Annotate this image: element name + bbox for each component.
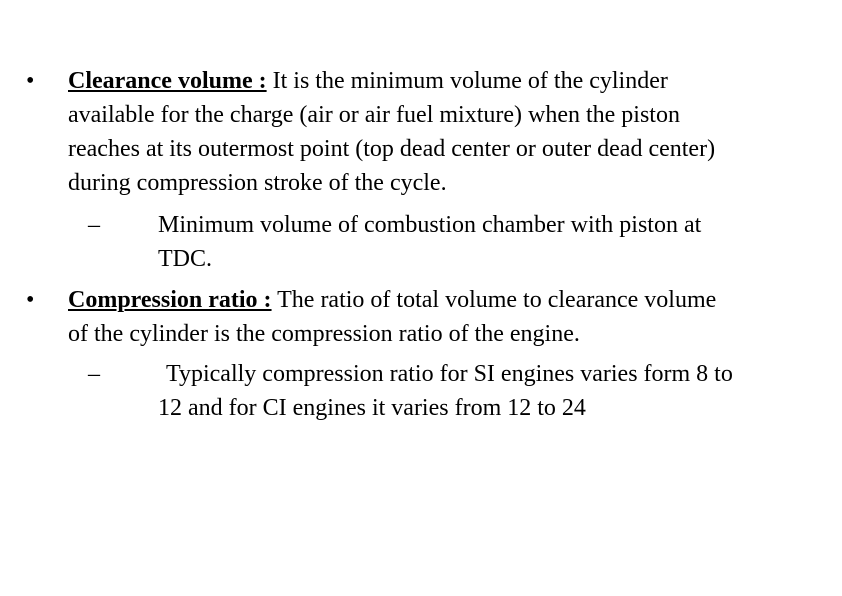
paragraph-line: of the cylinder is the compression ratio of the engine.	[68, 321, 580, 347]
term-clearance-volume: Clearance volume :	[68, 68, 267, 94]
term-compression-ratio: Compression ratio :	[68, 287, 272, 313]
subpoint-line: Typically compression ratio for SI engines varies form 8 to	[166, 361, 733, 387]
dash-icon: –	[88, 361, 100, 387]
subpoint-line: 12 and for CI engines it varies from 12 to 24	[158, 395, 586, 421]
clearance-volume-subpoint	[158, 208, 842, 276]
paragraph-line: available for the charge (air or air fuel mixture) when the piston	[68, 102, 680, 128]
bullet-icon: •	[26, 68, 35, 94]
subpoint-line: Minimum volume of combustion chamber with piston at	[158, 212, 702, 238]
paragraph-line: reaches at its outermost point (top dead center or outer dead center)	[68, 136, 716, 162]
bullet-icon: •	[26, 287, 35, 313]
paragraph-line: during compression stroke of the cycle.	[68, 170, 447, 196]
paragraph-line	[68, 283, 836, 317]
paragraph-text: It is the minimum volume of the cylinder	[272, 68, 668, 94]
compression-ratio-subpoint	[158, 357, 842, 425]
dash-icon: –	[88, 212, 100, 238]
subpoint-line: TDC.	[158, 246, 212, 272]
paragraph-line	[68, 64, 836, 98]
compression-ratio-paragraph	[68, 283, 836, 351]
paragraph-text: The ratio of total volume to clearance volume	[277, 287, 717, 313]
clearance-volume-paragraph	[68, 64, 836, 200]
